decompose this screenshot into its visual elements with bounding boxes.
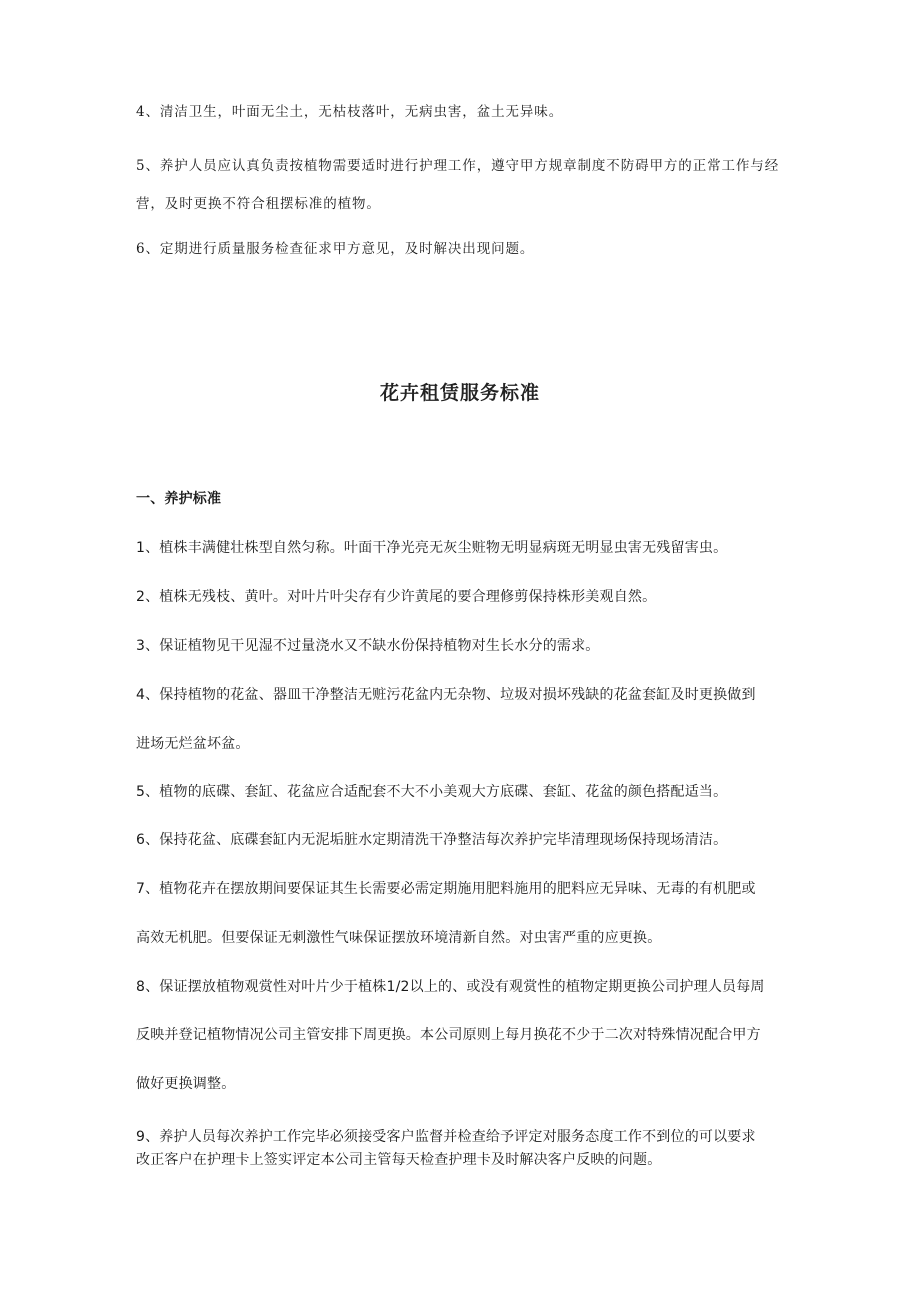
standard-7-text-line1: 7、植物花卉在摆放期间要保证其生长需要必需定期施用肥料施用的肥料应无异味、无毒的有机肥或 [136, 881, 756, 897]
standard-8-text-line2: 反映并登记植物情况公司主管安排下周更换。本公司原则上每月换花不少于二次对特殊情况配合甲方 [136, 1027, 761, 1043]
document-title: 花卉租赁服务标准 [379, 382, 540, 404]
item-5-text-line2: 营，及时更换不符合租摆标准的植物。 [136, 196, 381, 212]
standard-9-text-line2: 改正客户在护理卡上签实评定本公司主管每天检查护理卡及时解决客户反映的问题。 [136, 1152, 662, 1168]
standard-8-text-line3: 做好更换调整。 [136, 1076, 236, 1092]
standard-1-text: 1、植株丰满健壮株型自然匀称。叶面干净光亮无灰尘赃物无明显病斑无明显虫害无残留害虫。 [136, 540, 728, 556]
section-heading: 一、养护标准 [136, 491, 222, 507]
standard-8-text-line1: 8、保证摆放植物观赏性对叶片少于植株1/2以上的、或没有观赏性的植物定期更换公司护理人员每周 [136, 979, 765, 995]
standard-5-text: 5、植物的底碟、套缸、花盆应合适配套不大不小美观大方底碟、套缸、花盆的颜色搭配适当。 [136, 784, 728, 800]
standard-4-text-line1: 4、保持植物的花盆、器皿干净整洁无赃污花盆内无杂物、垃圾对损坏残缺的花盆套缸及时更换做到 [136, 687, 756, 703]
item-4-text: 4、清洁卫生，叶面无尘土，无枯枝落叶，无病虫害，盆土无异味。 [136, 104, 564, 120]
standard-4-text-line2: 进场无烂盆坏盆。 [136, 736, 250, 752]
standard-6-text: 6、保持花盆、底碟套缸内无泥垢脏水定期清洗干净整洁每次养护完毕清理现场保持现场清洁。 [136, 832, 728, 848]
standard-9-text-line1: 9、养护人员每次养护工作完毕必须接受客户监督并检查给予评定对服务态度工作不到位的可以要求 [136, 1129, 756, 1145]
standard-2-text: 2、植株无残枝、黄叶。对叶片叶尖存有少许黄尾的要合理修剪保持株形美观自然。 [136, 589, 657, 605]
standard-3-text: 3、保证植物见干见湿不过量浇水又不缺水份保持植物对生长水分的需求。 [136, 638, 600, 654]
standard-7-text-line2: 高效无机肥。但要保证无刺激性气味保证摆放环境清新自然。对虫害严重的应更换。 [136, 930, 662, 946]
item-6-text: 6、定期进行质量服务检查征求甲方意见，及时解决出现问题。 [136, 241, 535, 257]
item-5-text-line1: 5、养护人员应认真负责按植物需要适时进行护理工作，遵守甲方规章制度不防碍甲方的正常工作与经 [136, 158, 780, 174]
